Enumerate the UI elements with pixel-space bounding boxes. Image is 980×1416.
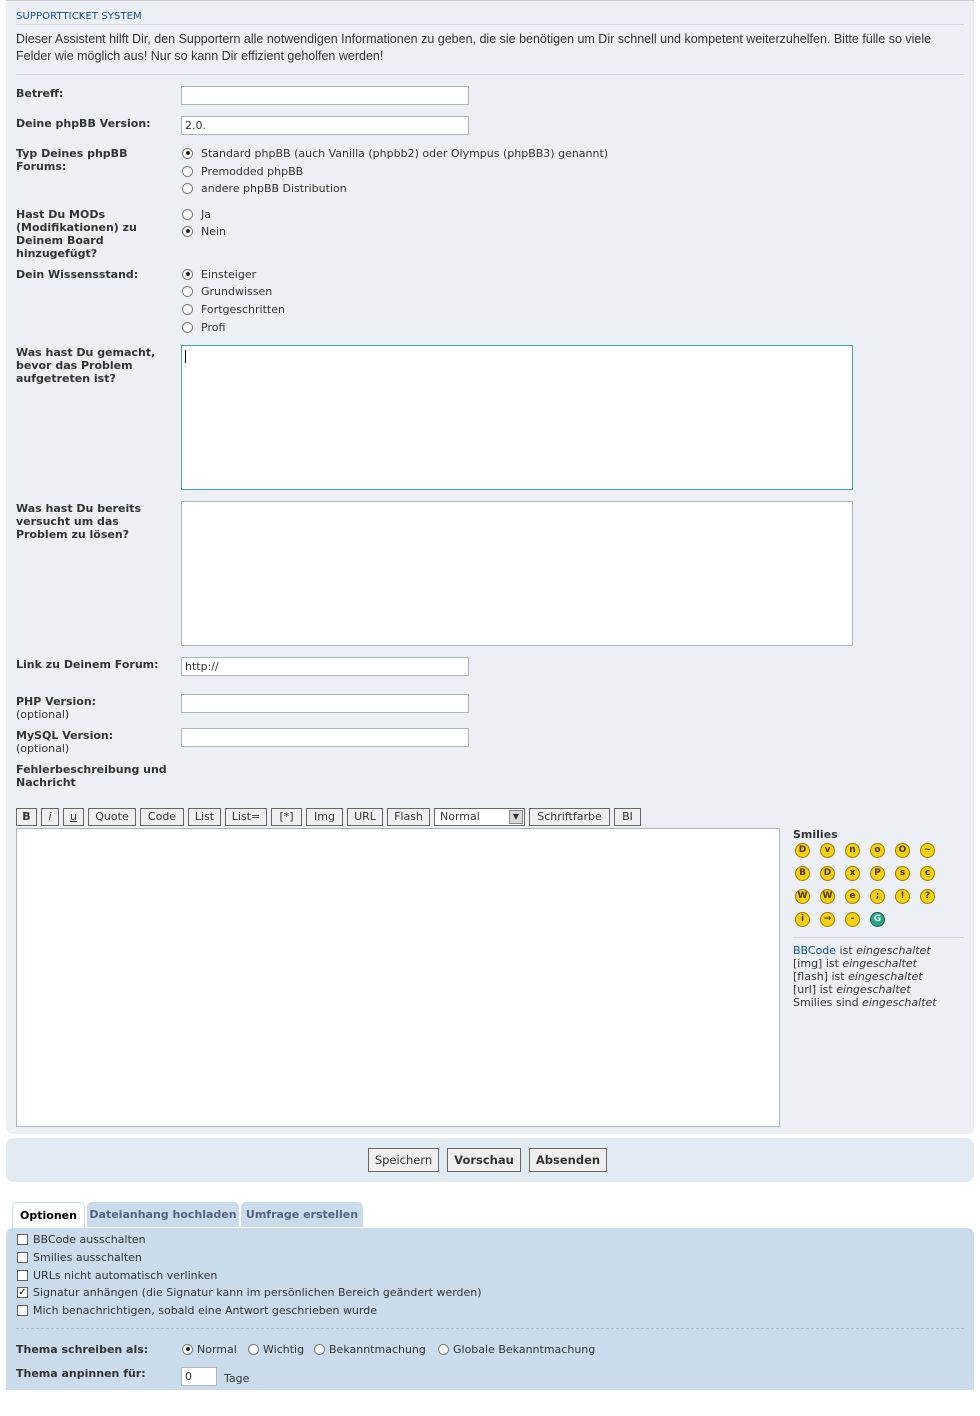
status-text: ist: [836, 944, 857, 957]
radio-label: Globale Bekanntmachung: [453, 1342, 596, 1356]
subject-input[interactable]: [181, 86, 469, 105]
subject-label: Betreff:: [16, 87, 64, 100]
exclaim-icon[interactable]: !: [895, 889, 910, 904]
surprised-icon[interactable]: o: [870, 843, 885, 858]
page-title: SUPPORTTICKET SYSTEM: [16, 11, 142, 22]
radio-icon[interactable]: [438, 1344, 449, 1355]
wink-icon[interactable]: ;: [870, 889, 885, 904]
list-item-button[interactable]: [*]: [271, 808, 302, 826]
description-label: Fehlerbeschreibung und Nachricht: [16, 763, 167, 789]
status-value: eingeschaltet: [862, 996, 937, 1009]
neutral-icon[interactable]: -: [845, 912, 860, 927]
checkbox[interactable]: [17, 1305, 28, 1316]
knowledge-basic-radio[interactable]: [182, 284, 272, 298]
radio-icon[interactable]: [182, 166, 193, 177]
status-value: eingeschaltet: [836, 983, 911, 996]
optional-hint: (optional): [16, 708, 70, 721]
bbcode-help-link[interactable]: BBCode: [793, 944, 837, 957]
code-button[interactable]: Code: [140, 808, 184, 826]
italic-button[interactable]: i: [41, 808, 59, 826]
crying-icon[interactable]: c: [920, 866, 935, 881]
checkbox[interactable]: [17, 1252, 28, 1263]
option-attach-signature[interactable]: [17, 1285, 482, 1299]
radio-icon[interactable]: [182, 183, 193, 194]
what-done-textarea[interactable]: [181, 345, 853, 490]
topic-type-label: Thema schreiben als:: [16, 1343, 149, 1356]
radio-checked-icon[interactable]: [182, 148, 193, 159]
phpbb-version-input[interactable]: 2.0.: [181, 116, 469, 135]
mr-green-icon[interactable]: G: [870, 912, 885, 927]
img-button[interactable]: Img: [306, 808, 343, 826]
checkbox[interactable]: [17, 1270, 28, 1281]
arrow-icon[interactable]: →: [820, 912, 835, 927]
pin-unit: Tage: [224, 1372, 250, 1385]
radio-icon[interactable]: [182, 304, 193, 315]
sad-icon[interactable]: n: [845, 843, 860, 858]
quote-button[interactable]: Quote: [88, 808, 136, 826]
tab-options[interactable]: Optionen: [12, 1202, 85, 1228]
option-label: Smilies ausschalten: [33, 1250, 142, 1264]
idea-icon[interactable]: i: [795, 912, 810, 927]
status-text: [img] ist: [793, 957, 843, 970]
topic-type-sticky-radio[interactable]: [248, 1342, 304, 1356]
mysql-version-label: [16, 729, 176, 755]
submit-button[interactable]: Absenden: [529, 1148, 607, 1172]
status-text: [url] ist: [793, 983, 837, 996]
knowledge-label: Dein Wissensstand:: [16, 268, 139, 281]
divider: [793, 937, 964, 938]
message-textarea[interactable]: [16, 828, 780, 1127]
php-version-input[interactable]: [181, 694, 469, 713]
font-size-value: Normal: [440, 810, 480, 823]
dropdown-arrow-icon[interactable]: ▼: [509, 810, 523, 824]
radio-label: Wichtig: [263, 1342, 305, 1356]
knowledge-beginner-radio[interactable]: [182, 267, 256, 281]
topic-type-global-radio[interactable]: [438, 1342, 595, 1356]
laughing-icon[interactable]: D: [820, 866, 835, 881]
option-label: BBCode ausschalten: [33, 1232, 146, 1246]
smilies-title: Smilies: [793, 828, 838, 841]
rolling-eyes-icon[interactable]: e: [845, 889, 860, 904]
radio-label: Normal: [197, 1342, 237, 1356]
status-text: Smilies sind: [793, 996, 863, 1009]
radio-icon[interactable]: [248, 1344, 259, 1355]
radio-icon[interactable]: [182, 322, 193, 333]
option-disable-bbcode[interactable]: [17, 1232, 146, 1246]
forum-type-label: Typ Deines phpBB Forums:: [16, 147, 128, 173]
forum-type-standard-radio[interactable]: [182, 146, 608, 160]
php-version-label: [16, 695, 176, 721]
mods-yes-radio[interactable]: [182, 207, 211, 221]
what-done-label: Was hast Du gemacht, bevor das Problem aufgetreten ist?: [16, 346, 156, 385]
radio-label: Standard phpBB (auch Vanilla (phpbb2) oder Olympus (phpBB3) genannt): [201, 146, 609, 160]
radio-icon[interactable]: [314, 1344, 325, 1355]
radio-label: Fortgeschritten: [201, 302, 285, 316]
option-no-autolink[interactable]: [17, 1268, 217, 1282]
confused-icon[interactable]: ~: [920, 843, 935, 858]
radio-label: Premodded phpBB: [201, 164, 304, 178]
option-label: Signatur anhängen (die Signatur kann im persönlichen Bereich geändert werden): [33, 1285, 482, 1299]
option-label: URLs nicht automatisch verlinken: [33, 1268, 218, 1282]
underline-button[interactable]: u: [63, 808, 84, 826]
tab-poll[interactable]: Umfrage erstellen: [241, 1202, 363, 1227]
phpbb-version-label: Deine phpBB Version:: [16, 117, 151, 130]
flash-button[interactable]: Flash: [387, 808, 430, 826]
mods-no-radio[interactable]: [182, 224, 226, 238]
optional-hint: (optional): [16, 742, 70, 755]
pin-days-input[interactable]: 0: [181, 1367, 217, 1386]
radio-checked-icon[interactable]: [182, 269, 193, 280]
divider: [16, 1328, 964, 1329]
font-size-select[interactable]: [434, 808, 525, 826]
save-button[interactable]: Speichern: [368, 1148, 439, 1172]
divider: [16, 24, 964, 25]
very-happy-icon[interactable]: D: [795, 843, 810, 858]
topic-type-announce-radio[interactable]: [314, 1342, 426, 1356]
checkbox-checked[interactable]: ✓: [18, 1286, 27, 1298]
radio-icon[interactable]: [182, 209, 193, 220]
forum-type-premodded-radio[interactable]: [182, 164, 303, 178]
radio-label: Einsteiger: [201, 267, 257, 281]
font-color-button[interactable]: Schriftfarbe: [529, 808, 610, 826]
list-ordered-button[interactable]: List=: [225, 808, 267, 826]
bold-button[interactable]: B: [16, 808, 37, 826]
radio-label: Nein: [201, 224, 227, 238]
radio-label: andere phpBB Distribution: [201, 181, 347, 195]
option-notify[interactable]: [17, 1303, 377, 1317]
bi-button[interactable]: BI: [614, 808, 641, 826]
mods-label: Hast Du MODs (Modifikationen) zu Deinem Board hinzugefügt?: [16, 208, 137, 260]
question-icon[interactable]: ?: [920, 889, 935, 904]
twisted-evil-icon[interactable]: W: [820, 889, 835, 904]
checkbox[interactable]: [17, 1234, 28, 1245]
forum-type-other-radio[interactable]: [182, 181, 347, 195]
pin-label: Thema anpinnen für:: [16, 1367, 146, 1380]
status-value: eingeschaltet: [856, 944, 931, 957]
forum-link-input[interactable]: http://: [181, 657, 469, 676]
shocked-icon[interactable]: O: [895, 843, 910, 858]
url-button[interactable]: URL: [347, 808, 383, 826]
intro-text: Dieser Assistent hilft Dir, den Supportern alle notwendigen Informationen zu geben, die sie benötigen um Dir schnell und kompetent weiterzuhelfen. Bitte fülle so viele Felder wie möglich aus! Nur so kann Dir effizient geholfen werden!: [16, 32, 932, 63]
mad-icon[interactable]: x: [845, 866, 860, 881]
tried-label: Was hast Du bereits versucht um das Problem zu lösen?: [16, 502, 142, 541]
radio-label: Grundwissen: [201, 284, 273, 298]
preview-button[interactable]: Vorschau: [447, 1148, 521, 1172]
radio-label: Profi: [201, 320, 226, 334]
text-caret: [185, 350, 186, 363]
radio-checked-icon[interactable]: [182, 226, 193, 237]
radio-icon[interactable]: [182, 286, 193, 297]
embarrassed-icon[interactable]: s: [895, 866, 910, 881]
option-disable-smilies[interactable]: [17, 1250, 142, 1264]
list-button[interactable]: List: [188, 808, 221, 826]
mysql-version-input[interactable]: [181, 728, 469, 747]
option-label: Mich benachrichtigen, sobald eine Antwort geschrieben wurde: [33, 1303, 377, 1317]
radio-label: Ja: [201, 207, 211, 221]
knowledge-pro-radio[interactable]: [182, 320, 225, 334]
tried-textarea[interactable]: [181, 501, 853, 646]
smile-icon[interactable]: v: [820, 843, 835, 858]
bbcode-status: [793, 944, 937, 1009]
radio-checked-icon[interactable]: [182, 1344, 193, 1355]
knowledge-advanced-radio[interactable]: [182, 302, 285, 316]
divider: [16, 74, 964, 75]
status-text: [flash] ist: [793, 970, 849, 983]
mysql-version-label-text: MySQL Version:: [16, 729, 114, 742]
forum-link-label: Link zu Deinem Forum:: [16, 658, 159, 671]
evil-icon[interactable]: W: [795, 889, 810, 904]
cool-icon[interactable]: B: [795, 866, 810, 881]
status-value: eingeschaltet: [842, 957, 917, 970]
radio-label: Bekanntmachung: [329, 1342, 426, 1356]
php-version-label-text: PHP Version:: [16, 695, 97, 708]
razz-icon[interactable]: P: [870, 866, 885, 881]
status-value: eingeschaltet: [848, 970, 923, 983]
tab-attachments[interactable]: Dateianhang hochladen: [87, 1202, 239, 1227]
topic-type-normal-radio[interactable]: [182, 1342, 237, 1356]
